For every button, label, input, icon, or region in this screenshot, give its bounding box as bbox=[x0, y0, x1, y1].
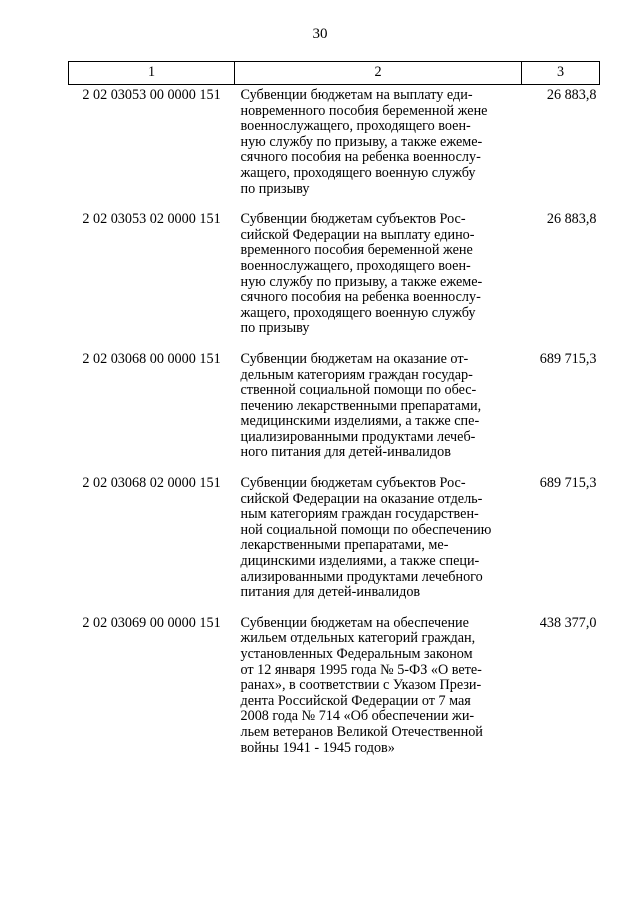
description-line: сячного пособия на ребенка военнослу- bbox=[240, 289, 481, 306]
description-line: медицинскими изделиями, а также спе- bbox=[240, 413, 480, 430]
description-line: жильем отдельных категорий граждан, bbox=[240, 630, 476, 647]
description-line: циализированными продуктами лечеб- bbox=[240, 428, 476, 445]
description-line: питания для детей-инвалидов bbox=[240, 584, 421, 601]
description-line: печению лекарственными препаратами, bbox=[240, 397, 482, 414]
description-line: льем ветеранов Великой Отечественной bbox=[240, 723, 483, 740]
description-line: от 12 января 1995 года № 5-ФЗ «О вете- bbox=[240, 661, 482, 678]
description-line: лекарственными препаратами, ме- bbox=[240, 537, 449, 554]
description bbox=[235, 209, 522, 349]
description-line: ную службу по призыву, а также ежеме- bbox=[240, 273, 483, 290]
amount: 26 883,8 bbox=[546, 87, 597, 103]
description bbox=[235, 85, 522, 210]
description-line: Субвенции бюджетам на оказание от- bbox=[240, 350, 469, 367]
column-header-description: 2 bbox=[235, 62, 522, 85]
amount: 689 715,3 bbox=[539, 475, 597, 492]
description-line: Субвенции бюджетам на обеспечение bbox=[240, 614, 469, 631]
budget-code: 2 02 03068 00 0000 151 bbox=[82, 350, 221, 367]
amount: 26 883,8 bbox=[546, 211, 597, 228]
description bbox=[235, 473, 522, 613]
budget-code: 2 02 03053 00 0000 151 bbox=[82, 87, 221, 103]
description-line: ного питания для детей-инвалидов bbox=[240, 444, 451, 461]
description-line: по призыву bbox=[240, 320, 310, 337]
description-line: по призыву bbox=[240, 180, 310, 197]
description-line: 2008 года № 714 «Об обеспечении жи- bbox=[240, 708, 475, 725]
description-line: дицинскими изделиями, а также специ- bbox=[240, 553, 480, 570]
page-number: 30 bbox=[312, 26, 328, 42]
table-row bbox=[69, 349, 600, 473]
table-row bbox=[69, 209, 600, 349]
description-line: ализированными продуктами лечебного bbox=[240, 568, 483, 585]
amount: 689 715,3 bbox=[539, 350, 597, 367]
description-line: ранах», в соответствии с Указом Прези- bbox=[240, 677, 482, 694]
column-header-code: 1 bbox=[69, 62, 235, 85]
budget-code: 2 02 03053 02 0000 151 bbox=[82, 211, 221, 228]
description-line: ной социальной помощи по обеспечению bbox=[240, 521, 492, 538]
table-header-row bbox=[69, 62, 600, 85]
amount: 438 377,0 bbox=[539, 614, 597, 631]
description-line: военнослужащего, проходящего воен- bbox=[240, 257, 471, 274]
budget-code: 2 02 03068 02 0000 151 bbox=[82, 475, 221, 492]
table-row bbox=[69, 473, 600, 613]
description-line: войны 1941 - 1945 годов» bbox=[240, 739, 395, 756]
description-line: установленных Федеральным законом bbox=[240, 646, 473, 662]
description-line: Субвенции бюджетам субъектов Рос- bbox=[240, 475, 466, 492]
budget-table bbox=[68, 61, 600, 768]
description bbox=[235, 349, 522, 473]
description-line: новременного пособия беременной жене bbox=[240, 102, 488, 119]
description-line: Субвенции бюджетам субъектов Рос- bbox=[240, 211, 466, 228]
description-line: временного пособия беременной жене bbox=[240, 242, 473, 259]
description-line: сийской Федерации на выплату едино- bbox=[240, 226, 475, 243]
description-line: дельным категориям граждан государ- bbox=[240, 366, 473, 383]
description-line: жащего, проходящего военную службу bbox=[240, 164, 476, 181]
description-line: Субвенции бюджетам на выплату еди- bbox=[240, 87, 473, 103]
description-line: ным категориям граждан государствен- bbox=[240, 506, 479, 523]
description bbox=[235, 613, 522, 768]
description-line: ную службу по призыву, а также ежеме- bbox=[240, 133, 483, 150]
table-row bbox=[69, 613, 600, 768]
description-line: сийской Федерации на оказание отдель- bbox=[240, 490, 483, 507]
table-row bbox=[69, 85, 600, 210]
description-line: дента Российской Федерации от 7 мая bbox=[240, 692, 471, 709]
column-header-amount: 3 bbox=[522, 62, 600, 85]
description-line: жащего, проходящего военную службу bbox=[240, 304, 476, 321]
budget-code: 2 02 03069 00 0000 151 bbox=[82, 614, 221, 631]
description-line: сячного пособия на ребенка военнослу- bbox=[240, 149, 481, 166]
description-line: военнослужащего, проходящего воен- bbox=[240, 118, 471, 135]
description-line: ственной социальной помощи по обес- bbox=[240, 382, 477, 399]
